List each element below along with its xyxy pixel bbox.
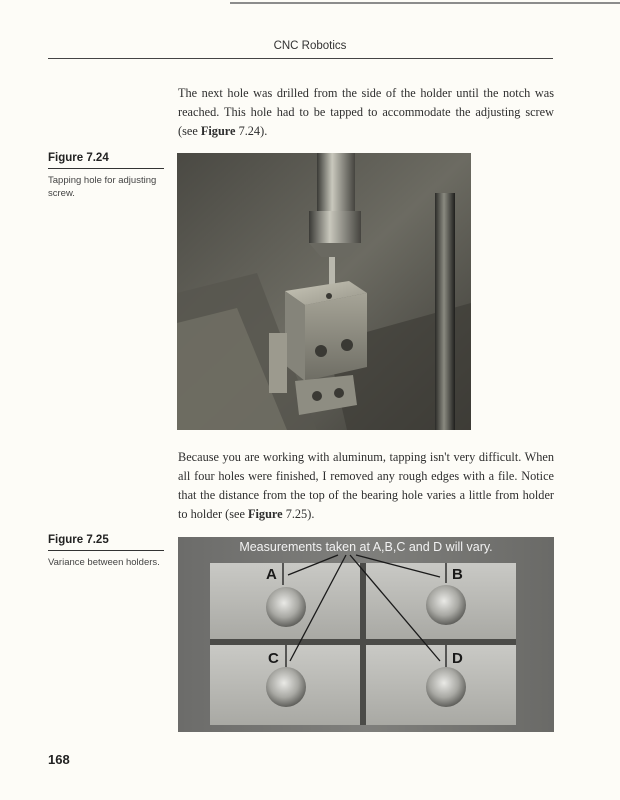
figure-ref-7-25: Figure [248, 507, 283, 521]
figure-7-24-text: Tapping hole for adjusting screw. [48, 175, 157, 199]
figure-ref-7-25-num: 7.25 [285, 507, 308, 521]
figure-7-25-title: Figure 7.25 [48, 534, 164, 551]
paragraph-1-text: The next hole was drilled from the side of the holder until the notch was reached. This hole had to be tapped to accommodate the adjusting screw (see [178, 86, 554, 138]
measurement-annotation: Measurements taken at A,B,C and D will vary. [239, 540, 493, 554]
figure-7-24-photo [177, 153, 471, 430]
paragraph-2 [178, 448, 554, 524]
bearing-hole-c [266, 667, 306, 707]
figure-ref-7-24: Figure [200, 124, 236, 138]
bearing-hole-b [426, 585, 466, 625]
running-header: CNC Robotics [273, 40, 347, 52]
figure-7-25-photo [178, 537, 554, 732]
label-a: A [266, 566, 277, 583]
page-number: 168 [48, 752, 70, 767]
label-b: B [452, 566, 463, 583]
paragraph-2-text: Because you are working with aluminum, tapping isn't very difficult. When all four holes were finished, I removed any rough edges with a file. Notice that the distance from the top of the bearing hole varies a little from holder to holder (see [178, 450, 554, 521]
page-edge-line [230, 2, 620, 4]
bearing-hole-d [426, 667, 466, 707]
header-rule [48, 58, 553, 59]
label-d: D [452, 650, 463, 667]
paragraph-1 [178, 84, 554, 141]
paragraph-2-tail: ). [307, 507, 315, 521]
label-c: C [268, 650, 279, 667]
paragraph-1-tail: ). [260, 124, 268, 138]
figure-7-24-title: Figure 7.24 [48, 152, 164, 169]
figure-ref-7-24-num: 7.24 [238, 124, 261, 138]
figure-7-24-caption [48, 152, 164, 200]
bearing-hole-a [266, 587, 306, 627]
figure-7-25-text: Variance between holders. [48, 557, 160, 568]
figure-7-25-caption [48, 534, 164, 569]
